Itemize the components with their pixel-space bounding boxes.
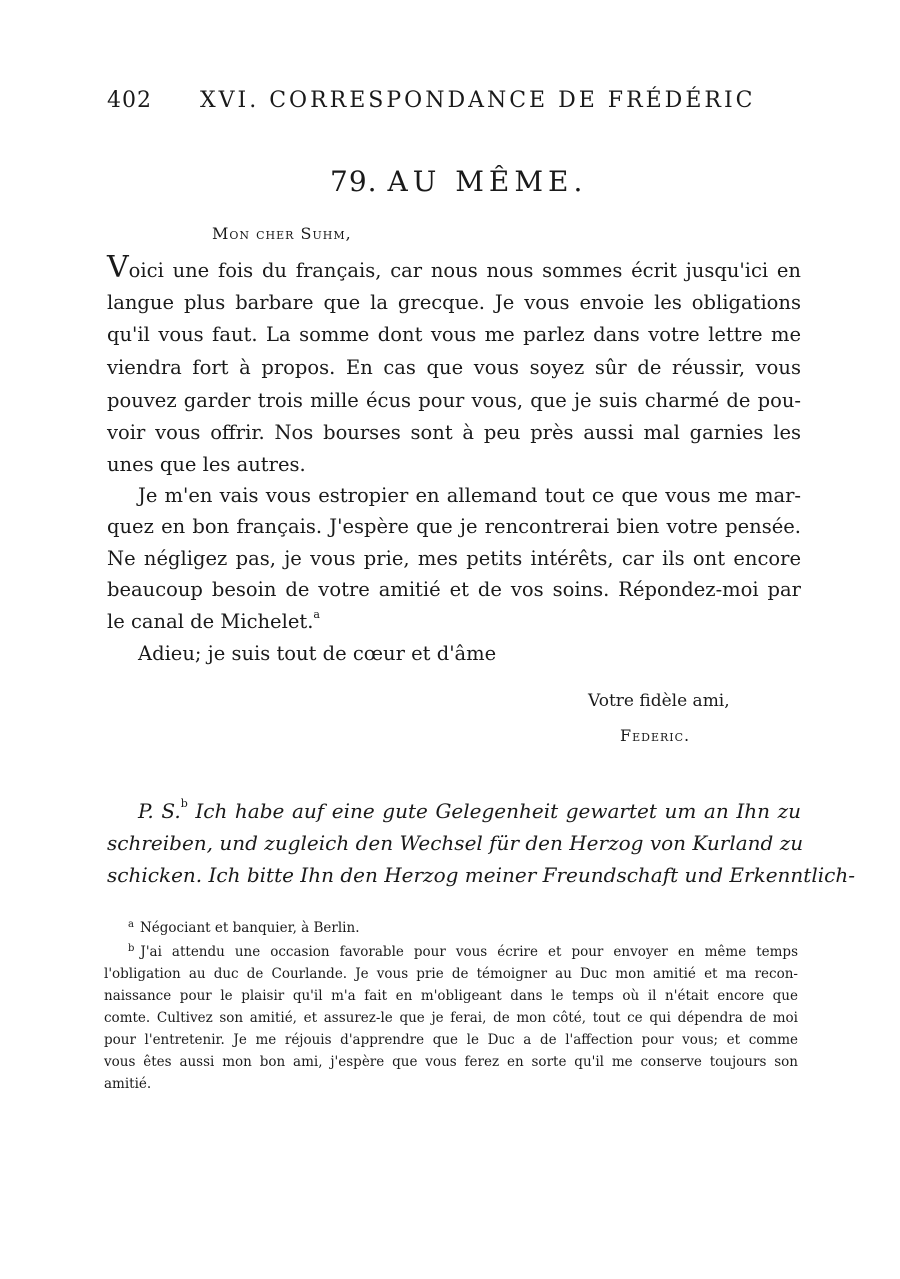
footnote-text: Négociant et banquier, à Berlin. (139, 920, 360, 936)
footnote-text: J'ai attendu une occasion favorable pour vous écrire et pour envoyer en même temps (140, 944, 798, 960)
footnote-mark: b (128, 943, 135, 954)
body-line-text: le canal de Michelet. (107, 610, 314, 633)
postscript-line (138, 799, 801, 823)
footnote-line: l'obligation au duc de Courlande. Je vous prie de témoigner au Duc mon amitié et ma recon- (104, 966, 798, 982)
body-line: Ne négligez pas, je vous prie, mes petits intérêts, car ils ont encore (107, 547, 801, 570)
body-line: viendra fort à propos. En cas que vous soyez sûr de réussir, vous (107, 356, 801, 379)
postscript-text: Ich habe auf eine gute Gelegenheit gewartet um an Ihn zu (195, 799, 801, 823)
running-title: XVI. CORRESPONDANCE DE FRÉDÉRIC (200, 88, 756, 113)
body-line: unes que les autres. (107, 453, 306, 476)
footnote-line: vous êtes aussi mon bon ami, j'espère que vous ferez en sorte qu'il me conserve toujours son (104, 1054, 798, 1070)
signature: Federic. (620, 726, 691, 745)
body-line: Je m'en vais vous estropier en allemand tout ce que vous me mar- (138, 484, 801, 507)
footnote-ref-a: a (313, 608, 320, 621)
footnote-b (128, 944, 798, 960)
postscript-line: schicken. Ich bitte Ihn den Herzog meiner Freundschaft und Erkenntlich- (107, 863, 855, 887)
body-line: Adieu; je suis tout de cœur et d'âme (138, 642, 497, 665)
postscript-line: schreiben, und zugleich den Wechsel für den Herzog von Kurland zu (107, 831, 804, 855)
closing: Votre fidèle ami, (588, 691, 730, 711)
body-line: qu'il vous faut. La somme dont vous me parlez dans votre lettre me (107, 323, 801, 346)
salutation: Mon cher Suhm, (212, 224, 352, 243)
footnote-line: comte. Cultivez son amitié, et assurez-le que je ferai, de mon côté, tout ce qui dépendra de moi (104, 1010, 798, 1026)
letter-title: AU MÊME. (387, 165, 588, 198)
postscript-label: P. S. (138, 799, 181, 823)
body-line-text: oici une fois du français, car nous nous sommes écrit jusqu'ici en (128, 259, 801, 282)
body-line (107, 250, 801, 285)
letter-number: 79. (330, 165, 378, 198)
body-line: langue plus barbare que la grecque. Je vous envoie les obligations (107, 291, 801, 314)
footnote-line: amitié. (104, 1076, 152, 1092)
body-line: quez en bon français. J'espère que je rencontrerai bien votre pensée. (107, 515, 801, 538)
footnote-a (128, 920, 798, 936)
body-line: beaucoup besoin de votre amitié et de vos soins. Répondez-moi par (107, 578, 801, 601)
letter-heading (330, 165, 587, 198)
body-line: pouvez garder trois mille écus pour vous, que je suis charmé de pou- (107, 389, 801, 412)
footnote-mark: a (128, 919, 134, 930)
footnote-line: pour l'entretenir. Je me réjouis d'apprendre que le Duc a de l'affection pour vous; et comme (104, 1032, 798, 1048)
page-number: 402 (107, 88, 152, 113)
footnote-line: naissance pour le plaisir qu'il m'a fait en m'obligeant dans le temps où il n'était encore que (104, 988, 798, 1004)
body-line (107, 610, 801, 633)
body-line: voir vous offrir. Nos bourses sont à peu près aussi mal garnies les (107, 421, 801, 444)
drop-cap: V (107, 250, 129, 285)
footnote-ref-b: b (180, 797, 188, 810)
